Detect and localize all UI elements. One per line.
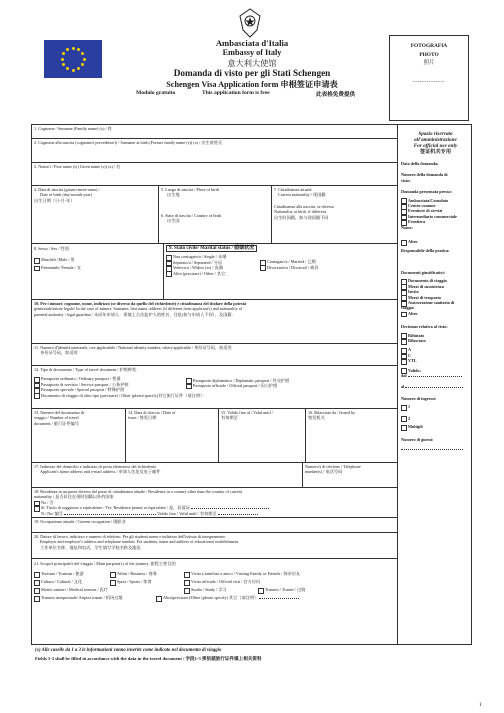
photo-dash: -------------- — [412, 78, 446, 85]
photo-box — [389, 35, 469, 121]
checkbox-tourism[interactable]: Turismo / Tourism / 旅游 — [34, 571, 84, 576]
checkbox-official-passport[interactable]: Passaporto ufficiale / Official passport / 因公护照 — [186, 383, 277, 388]
checkbox-entries-multiple[interactable]: Multipli — [401, 424, 470, 429]
checkbox-diplomatic-passport[interactable]: Passaporto diplomatico / Diplomatic passport / 外交护照 — [186, 378, 289, 383]
field-minors-label-it: 10. Per i minori: cognome, nome, indirizzo (se diverso da quello del richiedente) e cittadinanza del titolare della potestà — [34, 301, 247, 306]
checkbox-border[interactable]: Frontiera — [401, 219, 470, 224]
residence-permit-line — [34, 511, 396, 516]
official-days-line — [401, 446, 470, 451]
official-valid-to — [401, 384, 470, 389]
checkbox-travel-document[interactable]: Documento di viaggio — [401, 278, 470, 283]
field-issued-by-label-cn: 签发机关 — [308, 415, 325, 421]
official-days-label: Numero di giorni: — [401, 437, 434, 443]
field-pob-label-cn: 出生地 — [167, 192, 180, 198]
field-doc-number-label-1: 13. Numero del documento di — [34, 410, 85, 415]
residence-yes-label: Sì. Titolo di soggiorno o equivalente / Yes. Residence permit or equivalent / 是，居留证 — [41, 505, 190, 511]
field-minors-label-cn: parental authority / legal guardian / 未成年申请人：须填上合法监护人的姓名、住址(如与申请人不同），及国籍: — [34, 311, 233, 317]
checkbox-other-purpose[interactable] — [156, 595, 299, 600]
checkbox-female[interactable]: Femminile/ Female / 女 — [34, 265, 161, 270]
checkbox-widow[interactable]: Vedovo/a / Widow (er) / 丧偶 — [166, 265, 396, 270]
row-address — [32, 463, 398, 488]
field-pob-label: 5. Luogo di nascita / Place of birth — [161, 187, 219, 192]
checkbox-other-document[interactable]: Documento di viaggio di altro tipo (precisare) / Other (please specify)其它旅行证件（请注明）： — [34, 393, 396, 398]
checkbox-means-transport[interactable]: Mezzi di trasporto — [401, 295, 470, 300]
checkbox-study[interactable]: Studio / Study / 学习 — [184, 587, 227, 592]
field-valid-until-label-cn: 有效期至 — [221, 415, 238, 421]
field-employer[interactable] — [32, 533, 398, 559]
field-employer-label-it: 20. Datore di lavoro, indirizzo e numero di telefono. Per gli studenti nome e indirizzo dell'istituto di insegnamento — [34, 534, 226, 539]
field-nat-birth-en: Nationality at birth, if different — [274, 209, 326, 215]
field-residence-label-2: nationality / 是否居住在现时国籍以外的国家 — [34, 494, 114, 500]
field-document-type-label: 12. Tipo di documento / Type of travel document / 护照种类： — [34, 367, 141, 372]
field-issue-date-label: 14. Data di rilascio / Date of — [128, 410, 176, 415]
field-issue-date[interactable] — [125, 409, 218, 462]
field-nat-label-it: 7. Cittadinanza attuale — [274, 187, 312, 192]
field-employer-label-en: Employer and employer's address and telephone number. For students, name and address of educational establishment. — [40, 539, 240, 545]
field-surname-at-birth[interactable] — [32, 139, 398, 163]
checkbox-visiting-family[interactable]: Visita a familiari o amici / Visiting Family or Friends / 探亲访友 — [184, 571, 300, 576]
checkbox-submitted-other[interactable]: Altro — [401, 239, 470, 244]
field-occupation-label: 19. Occupazione attuale / Current occupation / 现职业 — [34, 519, 126, 524]
checkbox-service-provider[interactable]: Fornitore di servizi — [401, 208, 470, 213]
field-occupation[interactable] — [32, 518, 398, 533]
official-documents-label: Documenti giustificativi: — [401, 269, 446, 275]
checkbox-single[interactable]: Non coniugato/a / Single / 未婚 — [166, 254, 396, 259]
checkbox-documents-other[interactable]: Altro — [401, 311, 470, 316]
checkbox-transit[interactable]: Transito / Transit / 过境 — [258, 587, 305, 592]
checkbox-visa-vtl[interactable]: VTL — [401, 358, 470, 363]
row-travel-document — [32, 409, 398, 463]
official-application-number-2: visto: — [401, 177, 411, 183]
checkbox-entries-1[interactable]: 1 — [401, 404, 470, 409]
page-number: 1 — [479, 702, 482, 708]
official-valid-from — [401, 373, 470, 378]
footnote-it: (x) Alle caselle da 1 a 3 le informazioni vanno inserite come indicato nel documento di viaggio — [35, 648, 222, 653]
field-purpose-label: 21. Scopo/i principale/i del viaggio / Main purpose(s) of the journey: 旅程主要目的 — [34, 561, 176, 566]
field-marital-status — [163, 244, 398, 299]
residence-number-label: N./ No/ 编号 — [41, 510, 63, 516]
checkbox-visa-a[interactable]: A — [401, 347, 470, 352]
field-employer-label-cn: 工作单位名称、地址和电话，学生填写学校名称及地址 — [40, 544, 141, 550]
official-application-number: Numero della domanda di — [401, 172, 448, 178]
field-residence-label: 18. Residenza in un paese diverso dal paese di cittadinanza attuale / Residence in a country other than the country of current — [34, 489, 242, 494]
field-telephone[interactable] — [302, 463, 398, 487]
application-form — [31, 124, 472, 645]
checkbox-issued[interactable]: Rilasciato — [401, 338, 470, 343]
field-date-of-birth[interactable] — [32, 186, 158, 243]
checkbox-visa-c[interactable]: C — [401, 353, 470, 358]
official-decision-label: Decisione relativa al visto: — [401, 324, 448, 330]
field-residence — [32, 488, 398, 518]
checkbox-embassy-consulate[interactable]: Ambasciata/Consolato — [401, 198, 470, 203]
official-insurance-label-2: viaggio — [401, 305, 414, 311]
checkbox-medical[interactable]: Motivi sanitari / Medical reasons / 医疗 — [34, 587, 108, 592]
header-embassy-en: Embassy of Italy — [222, 48, 282, 57]
field-first-name-label: 3. Nome/i / First name (s) (Given name (s)) (x) / 名 — [34, 164, 121, 169]
checkbox-residence-yes[interactable] — [34, 505, 396, 510]
checkbox-sports[interactable]: Sport / Sports / 体育 — [110, 579, 152, 584]
field-minors-guardian[interactable] — [32, 300, 398, 344]
checkbox-valid[interactable]: Valido: — [401, 368, 470, 373]
checkbox-travel-insurance[interactable]: Assicurazione sanitaria di — [401, 300, 470, 305]
official-title-4: 签证机关专用 — [419, 149, 452, 155]
valid-to-label: al — [401, 384, 405, 390]
checkbox-cultural[interactable]: Cultura / Cultural / 文化 — [34, 579, 82, 584]
checkbox-special-passport[interactable]: Passaporto speciale / Special passport / 特殊护照 — [34, 387, 396, 392]
field-minors-label-en: genitoriale/tutore legale/ In the case of minors: Surname, first name, address (if different from applicant's) and nationality of — [34, 306, 243, 312]
photo-label-cn: 照片 — [423, 60, 435, 66]
checkbox-separated[interactable]: Separato/a / Separated / 分居 — [166, 260, 396, 265]
row-birth — [32, 186, 398, 244]
official-title-2: all'amministrazione — [414, 137, 457, 143]
field-surname[interactable] — [32, 125, 398, 139]
italian-emblem-icon — [238, 8, 262, 38]
field-sex — [32, 244, 163, 299]
photo-label-en: PHOTO — [419, 51, 439, 58]
field-place-of-birth[interactable] — [158, 186, 271, 243]
official-name-label: Nome: — [401, 224, 413, 230]
field-doc-number-label-3: document / 旅行证件编号 — [34, 420, 79, 426]
field-telephone-label: Numero/i di telefono / Telephone — [305, 464, 361, 469]
official-title-1: Spazio riservato — [418, 131, 453, 137]
field-home-address[interactable] — [32, 463, 302, 487]
checkbox-means-subsistence[interactable]: Mezzi di sussistenza — [401, 284, 470, 289]
field-surname-at-birth-label: 2. Cognome alla nascita (cognome/i precedente/i) / Surname at birth (Former family name (s)) (x) / 出生时姓氏 — [34, 140, 223, 145]
official-submitted-at: Domanda presentata presso: — [401, 189, 453, 195]
header-embassy-cn: 意大利大使馆 — [227, 59, 277, 68]
field-surname-label: 1. Cognome / Surname (Family name) (x) / 姓 — [34, 126, 112, 131]
field-issued-by-label: 16. Rilasciato da / Issued by — [308, 410, 356, 415]
free-form-en: This application form is free — [202, 90, 270, 96]
field-national-id-label: 11. Numero d'identità nazionale, ove applicabile / National identity number, where applicable / 身份证号码，如适用 — [34, 345, 232, 350]
field-telephone-label-2: number(s) / 电话号码 — [305, 469, 343, 475]
checkbox-airport-transit[interactable]: Transito aeroportuale/ Airport transit / 机场过境 — [34, 595, 123, 600]
checkbox-divorced[interactable]: Divorziato/a / Divorced / 离异 — [260, 265, 318, 270]
checkbox-entries-2[interactable]: 2 — [401, 416, 470, 421]
field-sex-label: 8. Sesso / Sex / 性别 — [34, 246, 69, 251]
field-dob-label-it: 4. Data di nascita (giorno-mese-anno) / — [34, 187, 100, 192]
field-issue-date-label-2: issue / 签发日期 — [128, 415, 157, 421]
checkbox-ordinary-passport[interactable]: Passaporto ordinario / Ordinary passport / 普通 — [34, 376, 396, 381]
checkbox-business[interactable]: Affari / Business / 商务 — [110, 571, 157, 576]
checkbox-service-passport[interactable]: Passaporto di servizio / Service passport / 公务护照 — [34, 382, 396, 387]
field-purpose — [32, 559, 398, 646]
field-nat-label-en: Current nationality / 现国籍 — [278, 192, 326, 198]
field-nat-birth-cn: 出生时国籍，如与现国籍不同 — [274, 214, 329, 220]
field-first-name[interactable] — [32, 163, 398, 186]
field-national-id[interactable] — [32, 344, 398, 366]
header-embassy-it: Ambasciata d'Italia — [215, 38, 289, 48]
checkbox-residence-no[interactable]: No / 否 — [34, 500, 396, 505]
checkbox-male[interactable]: Maschile /Male / 男 — [34, 257, 161, 262]
field-dob-label-en: Date of birth (day-month-year) — [40, 192, 92, 198]
free-form-cn: 此表格免费提供 — [316, 92, 356, 98]
checkbox-invitation[interactable]: Invito — [401, 289, 470, 294]
applicant-section — [32, 125, 398, 644]
form-title-en: Schengen Visa Application form 申根签证申请表 — [166, 80, 338, 89]
free-form-it: Modulo gratuito — [136, 90, 176, 96]
field-cob-label: 6. Stato di nascita / Country of birth — [161, 212, 222, 218]
official-use-title — [401, 131, 470, 155]
row-sex-marital — [32, 244, 398, 300]
official-responsible-label: Responsabile della pratica: — [401, 248, 450, 254]
residence-valid-label: Valido fino / Valid until / 有效期至 — [157, 510, 217, 516]
field-issued-by[interactable] — [305, 409, 398, 462]
field-valid-until-label: 15. Valido fino al / Valid until / — [221, 410, 273, 415]
official-date-application: Data della domanda: — [401, 161, 439, 166]
checkbox-married[interactable]: Coniugato/a / Married / 已婚 — [260, 259, 316, 264]
footnote-en: Fields 1-3 shall be filled in accordance with the data in the travel document / 字段1-3 须依据旅行证件填上相关资料 — [35, 656, 262, 661]
field-nat-birth-it: Cittadinanza alla nascita, se diversa — [274, 203, 334, 209]
field-dob-label-cn: 出生日期（日-月-年） — [34, 197, 75, 203]
other-purpose-label: Altro(precisare)/Other (please specify) 其它（请注明） — [163, 595, 259, 600]
checkbox-official-visit[interactable]: Visita ufficiale / Official visit / 官方访问 — [184, 579, 260, 584]
field-cob-label-cn: 出生国 — [167, 218, 180, 224]
form-title-it: Domanda di visto per gli Stati Schengen — [173, 68, 331, 78]
checkbox-commercial-intermediary[interactable]: Intermediario commerciale — [401, 214, 470, 219]
field-address-label-it: 17. Indirizzo del domicilio e indirizzo di posta elettronica del richiedente — [34, 464, 157, 469]
field-national-id-label-cn: 身份证号码，如适用 — [40, 350, 78, 356]
official-entries-label: Numero di ingressi: — [401, 395, 437, 401]
field-marital-label: 9. Stato civile/ Marital status / 婚姻状况 — [166, 245, 257, 252]
checkbox-refused[interactable]: Rifiutato — [401, 333, 470, 338]
official-title-3: For official use only — [413, 143, 458, 149]
field-address-label-en: Applicant's home address and e-mail address / 申请人住址及电子邮件 — [40, 469, 161, 475]
field-valid-until[interactable] — [218, 409, 305, 462]
valid-from-label: dal — [401, 372, 407, 378]
field-doc-number-label-2: viaggio / Number of travel — [34, 415, 79, 421]
official-use-section — [399, 125, 472, 644]
field-document-type — [32, 366, 398, 409]
field-document-number[interactable] — [32, 409, 125, 462]
checkbox-other-marital[interactable]: Altro (precisare) / Other / 其它： — [166, 271, 396, 276]
photo-label-it: FOTOGRAFIA — [410, 43, 448, 49]
field-nationality[interactable] — [271, 186, 398, 243]
checkbox-common-centre[interactable]: Centro comune — [401, 203, 470, 208]
